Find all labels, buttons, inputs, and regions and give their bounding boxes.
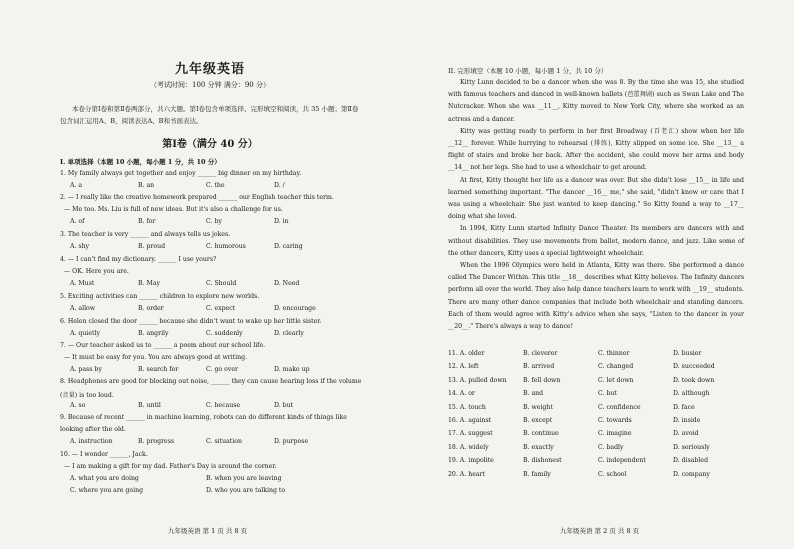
question-4-line2: — OK. Here you are.	[64, 268, 129, 275]
option: C. independent	[598, 457, 646, 465]
option: D. although	[673, 390, 710, 398]
passage-paragraph: At first, Kitty thought her life as a dancer was over. But she didn't lose __15__ in life and learned something important. "The dancer __16__ me," she said, "didn't know or care that I was using a wheelchair. She just wanted to keep dancing." So Kitty found a way to __17__ doing what she loved.	[448, 176, 744, 221]
option: C. situation	[206, 438, 242, 445]
options-row	[448, 457, 748, 470]
option: A. instruction	[70, 438, 113, 445]
question-2-line2: — Me too. Ms. Liu is full of new ideas. But it's also a challenge for us.	[64, 206, 283, 213]
options-row	[448, 350, 748, 363]
option: D. purpose	[274, 438, 309, 445]
option: B. May	[138, 280, 161, 287]
option: B. proud	[138, 243, 166, 250]
option: 12. A. left	[448, 363, 479, 371]
question-9: 9. Because of recent ______ in machine learning, robots can do different kinds of things like	[60, 414, 347, 421]
option: 11. A. older	[448, 350, 485, 357]
option: B. fell down	[523, 376, 561, 384]
option: C. school	[598, 470, 627, 478]
option: C. confidence	[598, 403, 641, 411]
question-6: 6. Helen closed the door ______ because she didn't want to wake up her little sister.	[60, 318, 322, 325]
option: A. pass by	[70, 366, 102, 373]
question-9-line2: looking after the old.	[60, 426, 126, 433]
option: D. succeeded	[673, 363, 715, 371]
option: C. towards	[598, 416, 632, 424]
option: C. badly	[598, 443, 624, 451]
question-4: 4. — I can't find my dictionary. ______ I use yours?	[60, 256, 217, 263]
passage-paragraph: Kitty Lunn decided to be a dancer when she was 8. By the time she was 15, she studied with famous teachers and danced in well-known ballets (芭蕾舞剧) such as Swan Lake and The Nutcracker. When she was __11__, Kitty moved to New York City, where she worked as an actress and a dancer.	[448, 79, 744, 123]
option: C. by	[206, 218, 222, 225]
options-row	[448, 444, 748, 457]
exam-subtitle: （考试时间：100 分钟 满分：90 分）	[150, 81, 270, 89]
options-row	[448, 404, 748, 417]
option: C. go over	[206, 366, 238, 373]
page-footer-left: 九年级英语 第 1 页 共 8 页	[168, 527, 248, 535]
option: B. exactly	[523, 443, 554, 451]
question-7-options	[70, 366, 342, 373]
options-row	[448, 471, 748, 484]
option: B. cleverer	[523, 350, 558, 357]
option: C. because	[206, 402, 241, 409]
option: D. seriously	[673, 443, 710, 451]
option: A. so	[70, 402, 86, 409]
option: B. angrily	[138, 330, 169, 337]
option: B. family	[523, 470, 551, 478]
exam-intro: 本卷分第Ⅰ卷和第Ⅱ卷两部分，共六大题。第Ⅰ卷包含单项选择、完形填空和阅读，共 35 小题；第Ⅱ卷包含词汇运用A、B，阅读表达A、B和书面表达。	[60, 105, 359, 125]
question-6-options	[70, 330, 342, 337]
option: D. /	[274, 182, 285, 189]
option: C. humorous	[206, 243, 246, 250]
option: B. arrived	[523, 363, 555, 371]
options-row	[448, 363, 748, 376]
option: D. but	[274, 402, 294, 409]
option: B. progress	[138, 438, 175, 445]
question-1-options	[70, 182, 342, 189]
option: 13. A. pulled down	[448, 376, 507, 384]
option: C. where you are going	[70, 487, 144, 494]
option: D. company	[673, 470, 710, 478]
option: 16. A. against	[448, 416, 492, 424]
option: D. clearly	[274, 330, 304, 337]
part1-heading: I. 单项选择（本题 10 小题，每小题 1 分，共 10 分）	[60, 158, 221, 166]
question-8-options	[70, 402, 342, 409]
option: D. face	[673, 403, 695, 411]
option: A. quietly	[70, 330, 100, 337]
part2-heading: II. 完形填空（本题 10 小题，每小题 1 分，共 10 分）	[448, 67, 608, 75]
section-title: 第Ⅰ卷（满分 40 分）	[162, 139, 258, 150]
option: D. disabled	[673, 457, 709, 465]
question-2-options	[70, 218, 342, 225]
question-10-options	[70, 475, 342, 482]
options-row	[448, 430, 748, 443]
option: C. changed	[598, 363, 634, 371]
option: D. encourage	[274, 305, 316, 312]
passage-paragraph: Kitty was getting ready to perform in her first Broadway (百老汇) show when her life __12__ forever. While hurrying to rehearsal (排练), Kitty slipped on some ice. She __13__ a flight of stairs and broke her back. After the accident, she could move her arms and body __14__ not her legs. She had to use a wheelchair to get around.	[448, 127, 744, 172]
option: B. until	[138, 402, 161, 409]
option: C. but	[598, 390, 617, 398]
option: D. caring	[274, 243, 303, 250]
option: C. thinner	[598, 350, 630, 357]
question-4-options	[70, 280, 342, 287]
question-7-line2: — It must be easy for you. You are always good at writing.	[64, 354, 248, 361]
passage-paragraph: When the 1996 Olympics were held in Atlanta, Kitty was there. She performed a dance called The Dancer Within. This title __18__ describes what Kitty believes. The Infinity dancers perform all over the world. They also help dance teachers learn to work with __19__ students. There are many other dance companies that include both wheelchair and standing dancers. Each of them would agree with Kitty's advice when she says, "Listen to the dancer in your __20__." There's always a way to dance!	[448, 262, 744, 331]
question-8: 8. Headphones are good for blocking out noise, ______ they can cause hearing loss if the volume	[60, 378, 362, 385]
option: A. shy	[70, 243, 90, 250]
options-row	[448, 417, 748, 430]
option: B. and	[523, 390, 544, 398]
option: D. Need	[274, 280, 300, 287]
exam-title: 九年级英语	[174, 62, 245, 77]
question-1: 1. My family always get together and enjoy ______ big dinner on my birthday.	[60, 170, 302, 177]
question-10-options-2	[70, 487, 342, 494]
option: C. suddenly	[206, 330, 243, 337]
option: D. avoid	[673, 430, 699, 438]
option: 20. A. heart	[448, 470, 485, 478]
option: 15. A. touch	[448, 403, 486, 411]
option: C. imagine	[598, 430, 632, 438]
option: A. allow	[70, 305, 96, 312]
cloze-options-table	[448, 350, 748, 484]
passage-paragraph: In 1994, Kitty Lunn started Infinity Dance Theater. Its members are dancers with and without disabilities. They use movements from ballet, modern dance, and jazz. Like some of the other dancers, Kitty uses a special lightweight wheelchair.	[448, 225, 744, 257]
option: B. weight	[523, 403, 553, 411]
option: A. of	[70, 218, 85, 225]
option: B. order	[138, 305, 164, 312]
option: C. expect	[206, 305, 236, 312]
option: D. took down	[673, 376, 715, 384]
option: A. what you are doing	[70, 475, 139, 482]
option: B. search for	[138, 366, 179, 373]
question-3: 3. The teacher is very ______ and always tells us jokes.	[60, 231, 231, 238]
question-10: 10. — I wonder ______, Jack.	[60, 451, 148, 458]
question-5: 5. Exciting activities can ______ children to explore new worlds.	[60, 293, 260, 300]
option: 18. A. widely	[448, 443, 489, 451]
option: B. for	[138, 218, 156, 225]
option: D. make up	[274, 366, 310, 373]
option: B. an	[138, 182, 155, 189]
option: B. except	[523, 416, 553, 424]
option: B. dishonest	[523, 457, 562, 465]
option: D. who you are talking to	[206, 487, 286, 494]
question-7: 7. — Our teacher asked us to ______ a poem about our school life.	[60, 342, 266, 349]
question-10-line2: — I am making a gift for my dad. Father's Day is around the corner.	[64, 463, 277, 470]
option: A. Must	[70, 280, 95, 287]
page-footer-right: 九年级英语 第 2 页 共 8 页	[560, 527, 640, 535]
option: 19. A. impolite	[448, 457, 494, 465]
option: D. busier	[673, 350, 702, 357]
option: B. continue	[523, 430, 559, 438]
question-8-line2: (音量) is too loud.	[60, 392, 114, 399]
option: C. let down	[598, 376, 634, 384]
option: D. in	[274, 218, 289, 225]
options-row	[448, 377, 748, 390]
option: C. Should	[206, 280, 237, 287]
options-row	[448, 390, 748, 403]
option: B. when you are leaving	[206, 475, 282, 482]
option: A. a	[70, 182, 83, 189]
option: 17. A. suggest	[448, 430, 493, 438]
option: C. the	[206, 182, 225, 189]
option: D. inside	[673, 416, 701, 424]
question-2: 2. — I really like the creative homework prepared ______ our English teacher this term.	[60, 194, 334, 201]
question-5-options	[70, 305, 342, 312]
cloze-passage	[448, 77, 744, 333]
question-9-options	[70, 438, 342, 445]
question-3-options	[70, 243, 342, 250]
option: 14. A. or	[448, 390, 475, 398]
